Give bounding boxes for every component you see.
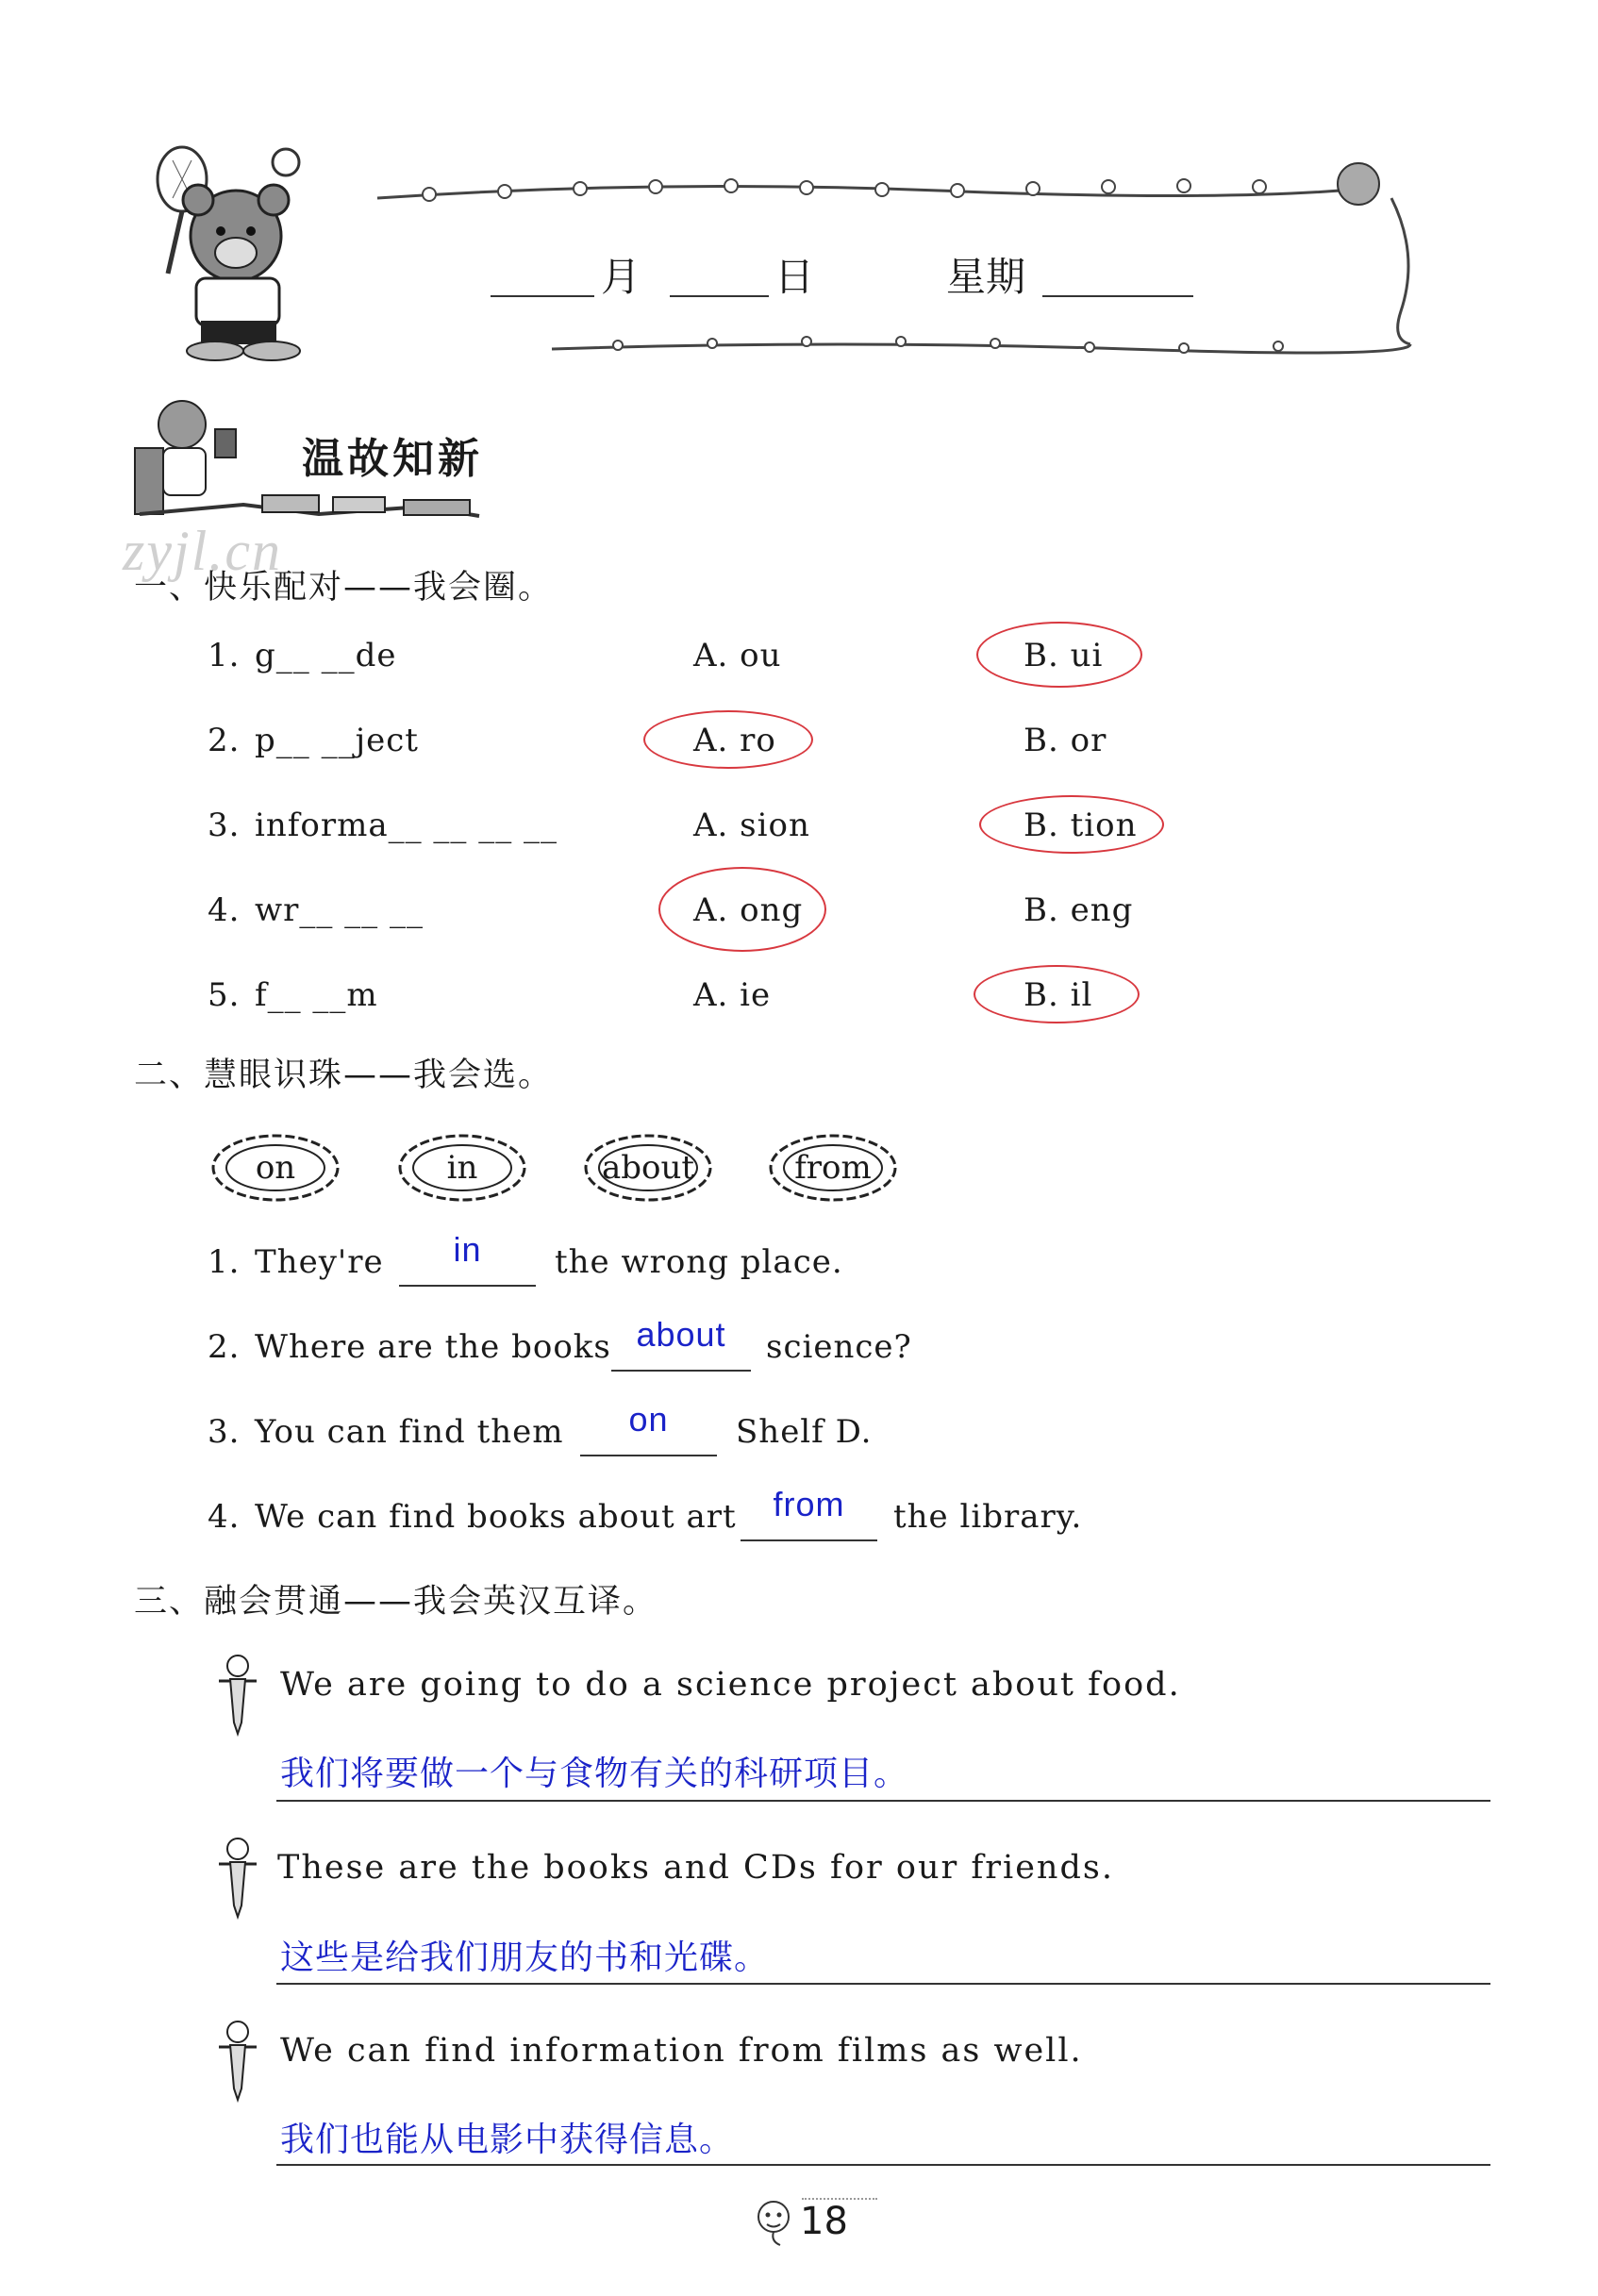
item-number: 4.	[208, 891, 241, 929]
item-stem: wr__ __ __	[255, 891, 424, 929]
answer-circle	[979, 795, 1164, 854]
list-item	[208, 891, 1151, 939]
english-sentence: We are going to do a science project about food.	[280, 1666, 1181, 1704]
weekday-label: 星期	[946, 254, 1026, 300]
banner-title: 温故知新	[302, 435, 483, 483]
answer-circle	[976, 622, 1142, 688]
section2-title: 二、慧眼识珠——我会选。	[134, 1056, 554, 1094]
option-b[interactable]: B. il	[1024, 976, 1093, 1014]
month-label: 月	[601, 254, 641, 300]
list-item	[208, 976, 1151, 1023]
answer-circle	[974, 965, 1140, 1023]
pencil-icon	[209, 2019, 266, 2104]
english-sentence: We can find information from films as well.	[280, 2032, 1083, 2070]
answer-text[interactable]: about	[636, 1315, 726, 1354]
list-item: 4. We can find books about art from the library.	[208, 1498, 1340, 1555]
pencil-icon	[209, 1836, 266, 1921]
pencil-icon	[209, 1653, 266, 1738]
item-stem: f__ __m	[255, 976, 378, 1014]
option-a[interactable]: A. ong	[693, 891, 804, 929]
list-item	[208, 807, 1151, 854]
list-item: 3. You can find them on Shelf D.	[208, 1413, 1340, 1470]
watermark: zyjl.cn	[123, 520, 282, 582]
option-a[interactable]: A. ie	[693, 976, 772, 1014]
item-stem: informa__ __ __ __	[255, 807, 558, 844]
answer-text[interactable]: in	[453, 1230, 482, 1269]
list-item	[208, 637, 1151, 684]
option-a[interactable]: A. ou	[693, 637, 782, 674]
word-badge-about: about	[582, 1130, 714, 1206]
answer-line	[276, 1983, 1490, 1985]
answer-text[interactable]: on	[628, 1400, 669, 1439]
answer-line	[276, 2164, 1490, 2166]
word-badge-from: from	[767, 1130, 899, 1206]
option-b[interactable]: B. tion	[1024, 807, 1138, 844]
chinese-translation[interactable]: 这些是给我们朋友的书和光碟。	[280, 1938, 770, 1977]
option-b[interactable]: B. or	[1024, 722, 1107, 759]
section1-title: 一、快乐配对——我会圈。	[134, 569, 554, 607]
item-number: 2.	[208, 722, 241, 759]
option-b[interactable]: B. ui	[1024, 637, 1104, 674]
list-item: 1. They're in the wrong place.	[208, 1243, 1340, 1300]
answer-circle	[643, 710, 813, 769]
chinese-translation[interactable]: 我们也能从电影中获得信息。	[280, 2121, 735, 2159]
option-a[interactable]: A. sion	[693, 807, 810, 844]
option-a[interactable]: A. ro	[693, 722, 776, 759]
header-bear-illustration	[130, 141, 338, 363]
item-stem: g__ __de	[255, 637, 397, 674]
footer-divider	[802, 2198, 877, 2200]
answer-line	[276, 1800, 1490, 1802]
item-number: 3.	[208, 807, 241, 844]
word-badge-on: on	[209, 1130, 341, 1206]
chinese-translation[interactable]: 我们将要做一个与食物有关的科研项目。	[280, 1755, 909, 1793]
item-number: 5.	[208, 976, 241, 1014]
footer-monkey-icon	[750, 2196, 797, 2248]
header-date	[486, 241, 1203, 300]
answer-text[interactable]: from	[773, 1485, 845, 1523]
word-badge-in: in	[396, 1130, 528, 1206]
option-b[interactable]: B. eng	[1024, 891, 1134, 929]
day-label: 日	[774, 254, 815, 300]
item-number: 1.	[208, 637, 241, 674]
english-sentence: These are the books and CDs for our friends.	[277, 1849, 1114, 1887]
list-item: 2. Where are the books about science?	[208, 1328, 1340, 1385]
section3-title: 三、融会贯通——我会英汉互译。	[134, 1583, 658, 1621]
list-item	[208, 722, 1151, 769]
answer-circle	[658, 867, 826, 952]
page-number: 18	[800, 2200, 848, 2243]
item-stem: p__ __ject	[255, 722, 419, 759]
